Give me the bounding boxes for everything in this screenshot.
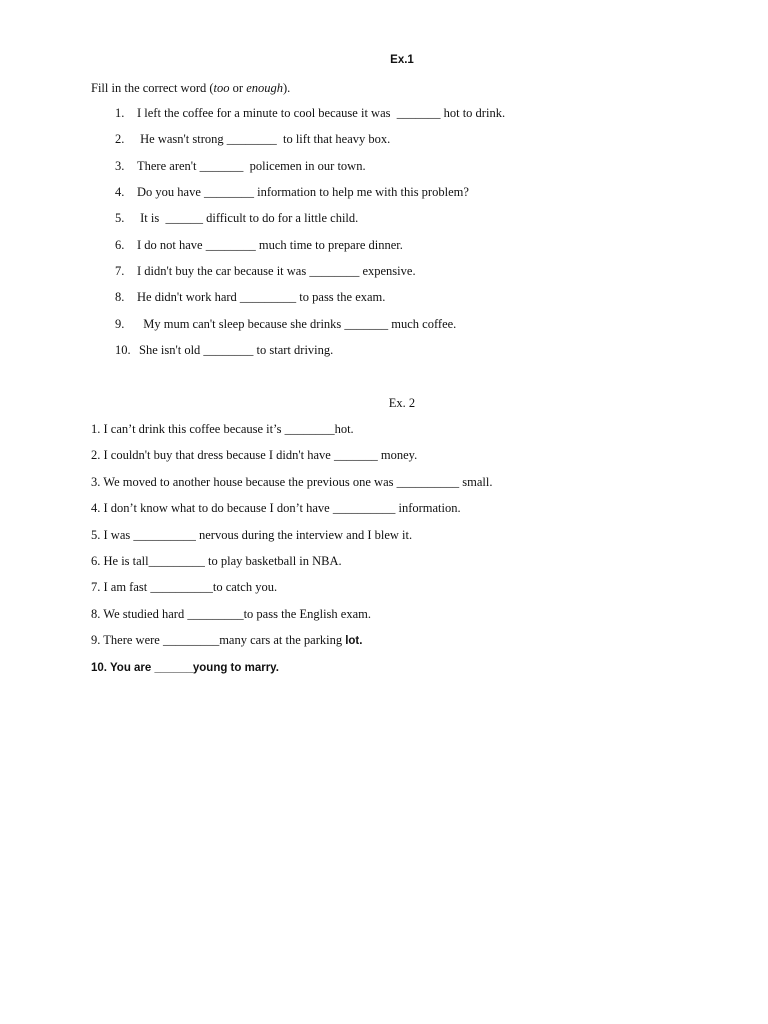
item-text: I left the coffee for a minute to cool because it was _______ hot to drink. (137, 106, 506, 120)
item-text: It is ______ difficult to do for a little child. (137, 211, 359, 225)
item-text: Do you have ________ information to help me with this problem? (137, 185, 469, 199)
item-text: He wasn't strong ________ to lift that heavy box. (137, 132, 391, 146)
ex2-item: 10. You are ______young to marry. (91, 662, 279, 674)
ex1-item (115, 289, 385, 305)
ex1-item (115, 184, 469, 200)
item-text: He didn't work hard _________ to pass the exam. (137, 290, 386, 304)
item-number: 3. (115, 159, 125, 173)
ex2-item: 1. I can’t drink this coffee because it’s ________hot. (91, 422, 354, 436)
ex2-item (91, 632, 362, 649)
item-bold-tail: lot. (345, 635, 363, 647)
ex1-item (115, 237, 403, 253)
ex2-item: 2. I couldn't buy that dress because I didn't have _______ money. (91, 448, 418, 462)
item-number: 9. (115, 317, 125, 331)
item-text: I do not have ________ much time to prepare dinner. (137, 238, 403, 252)
item-text: 9. There were _________many cars at the parking (91, 633, 346, 647)
ex2-item: 6. He is tall_________ to play basketball in NBA. (91, 554, 342, 568)
ex2-item: 7. I am fast __________to catch you. (91, 580, 278, 594)
instruction-suffix: ). (283, 81, 291, 95)
ex2-item: 4. I don’t know what to do because I don’t have __________ information. (91, 501, 461, 515)
item-number: 1. (115, 106, 125, 120)
ex2-title: Ex. 2 (388, 396, 416, 410)
ex1-item (115, 263, 416, 279)
ex1-item (115, 158, 366, 174)
ex2-item: 8. We studied hard _________to pass the English exam. (91, 607, 371, 621)
ex1-item (115, 342, 333, 358)
item-number: 7. (115, 264, 125, 278)
instruction-or: or (229, 81, 247, 95)
item-text: My mum can't sleep because she drinks _______ much coffee. (137, 317, 457, 331)
ex1-item (115, 131, 390, 147)
item-number: 6. (115, 238, 125, 252)
instruction-prefix: Fill in the correct word ( (91, 81, 214, 95)
ex1-item (115, 105, 505, 121)
ex1-item (115, 210, 358, 226)
ex1-instruction (91, 80, 290, 96)
item-text: There aren't _______ policemen in our town. (137, 159, 366, 173)
item-number: 2. (115, 132, 125, 146)
item-number: 10. (115, 343, 131, 357)
instruction-enough: enough (246, 81, 284, 95)
instruction-too: too (213, 81, 230, 95)
ex1-item (115, 316, 456, 332)
item-number: 8. (115, 290, 125, 304)
ex2-item: 5. I was __________ nervous during the interview and I blew it. (91, 528, 413, 542)
item-number: 4. (115, 185, 125, 199)
item-text: She isn't old ________ to start driving. (139, 343, 334, 357)
item-number: 5. (115, 211, 125, 225)
ex1-title: Ex.1 (390, 54, 414, 66)
item-text: I didn't buy the car because it was ________ expensive. (137, 264, 416, 278)
ex2-item: 3. We moved to another house because the previous one was __________ small. (91, 475, 493, 489)
